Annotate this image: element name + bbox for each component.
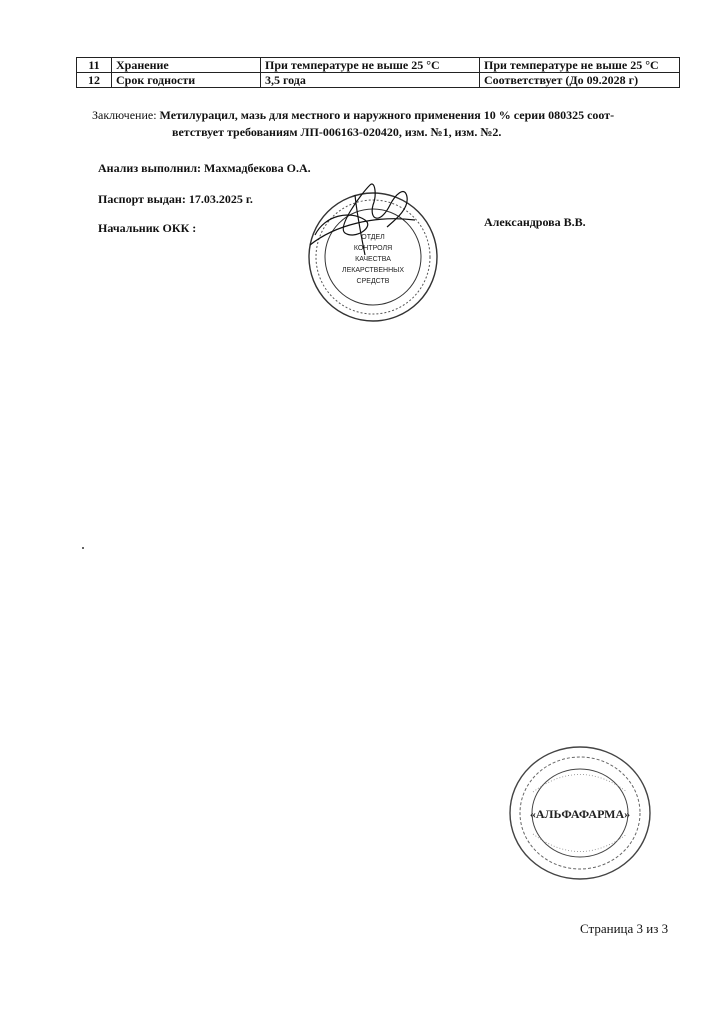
conclusion-line-1: Метилурацил, мазь для местного и наружного применения 10 % серии 080325 соот- xyxy=(159,108,615,122)
spec-table xyxy=(76,57,680,88)
stamp-line: КАЧЕСТВА xyxy=(355,256,391,263)
row-requirement: При температуре не выше 25 °С xyxy=(261,58,480,73)
chief-label: Начальник ОКК : xyxy=(98,221,197,235)
stamp-line: КОНТРОЛЯ xyxy=(353,245,393,252)
conclusion-label: Заключение: xyxy=(92,108,157,122)
stamp-line: ЛЕКАРСТВЕННЫХ xyxy=(341,267,405,274)
signature-icon xyxy=(310,184,415,255)
table-row xyxy=(77,58,680,73)
stamp-company-name: «АЛЬФАФАРМА» xyxy=(529,807,631,821)
conclusion-line-2: ветствует требованиям ЛП-006163-020420, изм. №1, изм. №2. xyxy=(172,125,502,139)
row-number: 12 xyxy=(77,73,112,88)
stamp-line: ОТДЕЛ xyxy=(361,234,385,241)
table-row xyxy=(77,73,680,88)
row-number: 11 xyxy=(77,58,112,73)
passport-issued-line: Паспорт выдан: 17.03.2025 г. xyxy=(98,192,253,206)
row-parameter: Срок годности xyxy=(112,73,261,88)
row-result: При температуре не выше 25 °С xyxy=(480,58,680,73)
row-requirement: 3,5 года xyxy=(261,73,480,88)
stamp-line: СРЕДСТВ xyxy=(356,278,390,285)
speck xyxy=(82,547,84,549)
company-stamp xyxy=(505,742,655,884)
qc-department-stamp xyxy=(295,175,445,325)
analyst-line: Анализ выполнил: Махмадбекова О.А. xyxy=(98,161,311,175)
conclusion xyxy=(92,107,672,141)
row-parameter: Хранение xyxy=(112,58,261,73)
page-number: Страница 3 из 3 xyxy=(580,921,669,936)
chief-name: Александрова В.В. xyxy=(484,215,586,229)
row-result: Соответствует (До 09.2028 г) xyxy=(480,73,680,88)
